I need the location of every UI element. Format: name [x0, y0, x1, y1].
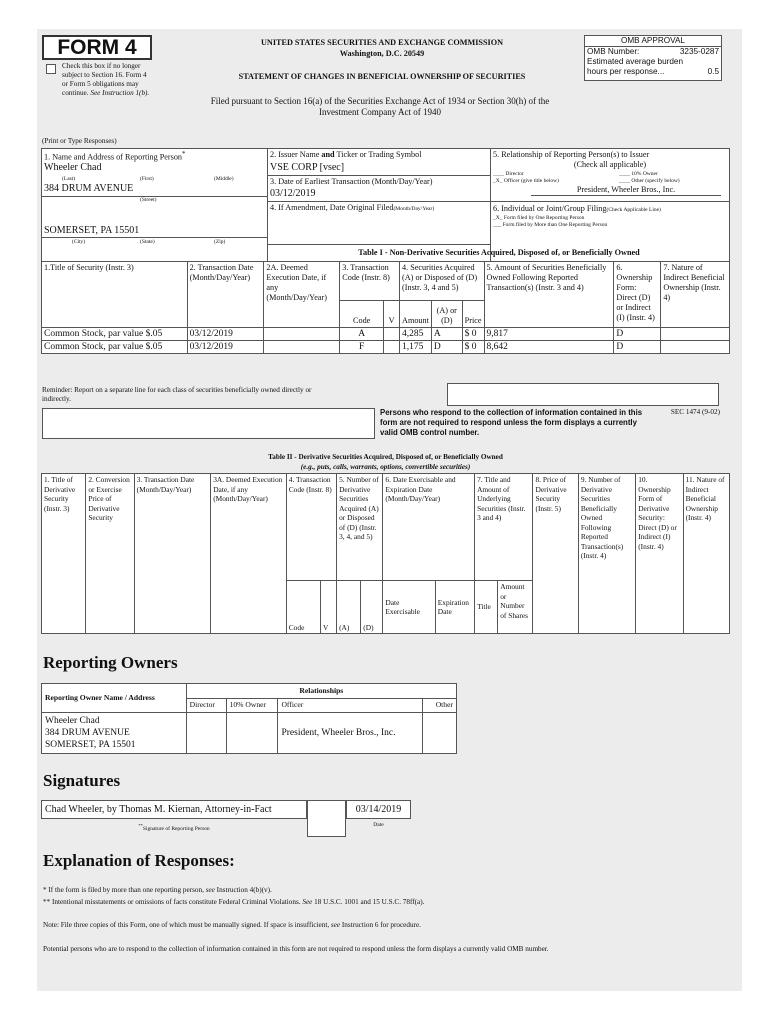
t2-h5: 5. Number of Derivative Securities Acquired (A) or Disposed of (D) (Instr. 3, 4, and 5) — [337, 474, 383, 581]
omb-number: 3235-0287 — [679, 47, 719, 56]
owners-col-ten: 10% Owner — [226, 698, 278, 713]
t1-h-date: 2. Transaction Date (Month/Day/Year) — [187, 262, 264, 328]
t1-h-title: 1.Title of Security (Instr. 3) — [42, 262, 188, 328]
t1-r1-deemed — [264, 341, 340, 354]
omb-number-label: OMB Number: — [587, 47, 640, 56]
form4-page — [37, 29, 742, 991]
t2-h1: 1. Title of Derivative Security (Instr. 3) — [42, 474, 86, 634]
t1-r1-nature — [661, 341, 730, 354]
table2 — [41, 473, 730, 634]
t1-h-form: 6. Ownership Form: Direct (D) or Indirect (I) (Instr. 4) — [614, 262, 661, 328]
filing-one: Form filed by One Reporting Person — [503, 215, 585, 221]
t2-h9: 9. Number of Derivative Securities Beneficially Owned Following Reported Transaction(s) (Instr. 4) — [578, 474, 635, 634]
t1-r1-title: Common Stock, par value $.05 — [42, 341, 188, 354]
owner-address-2: SOMERSET, PA 15501 — [45, 740, 136, 750]
owners-col-name: Reporting Owner Name / Address — [42, 684, 187, 713]
explanation-line-1a: * If the form is filed by more than one reporting person, — [43, 886, 206, 894]
t2-sh-exer: Date Exercisable — [383, 581, 435, 634]
agency-location: Washington, D.C. 20549 — [339, 49, 425, 58]
owner-address-1: 384 DRUM AVENUE — [45, 728, 130, 738]
rel-officer: Officer (give title below) — [503, 178, 559, 184]
explanation-line-2-see: See — [302, 898, 313, 906]
reporting-owners-table — [41, 683, 457, 754]
signature-date-label: Date — [373, 822, 384, 828]
signatures-heading: Signatures — [43, 771, 121, 790]
relationship-title: President, Wheeler Bros., Inc. — [531, 185, 721, 196]
checkbox-text — [62, 62, 152, 98]
reporting-person-name: Wheeler Chad — [44, 162, 102, 173]
table-row — [42, 713, 457, 754]
t1-sh-price: Price — [462, 300, 484, 327]
owners-header-row — [42, 684, 457, 699]
relationship-check-all: (Check all applicable) — [573, 160, 647, 169]
table1-title: Table I - Non-Derivative Securities Acquired, Disposed of, or Beneficially Owned — [358, 248, 640, 257]
rel-officer-row: _X_ Officer (give title below) — [493, 178, 559, 184]
t1-r1-price: $ 0 — [462, 341, 484, 354]
t2-sh-exp: Expiration Date — [435, 581, 474, 634]
owners-row-officer: President, Wheeler Bros., Inc. — [278, 713, 423, 754]
t1-r0-price: $ 0 — [462, 328, 484, 341]
t1-r0-form: D — [614, 328, 661, 341]
t2-h2: 2. Conversion or Exercise Price of Derivative Security — [86, 474, 134, 634]
signature-text: Chad Wheeler, by Thomas M. Kiernan, Attorney-in-Fact — [45, 804, 272, 815]
owners-row-other — [423, 713, 457, 754]
omb-hours-label: hours per response... — [587, 67, 665, 76]
table1-header-row — [42, 262, 730, 301]
t1-sh-code: Code — [340, 300, 384, 327]
owners-col-other: Other — [423, 698, 457, 713]
t2-sh-code: Code — [286, 581, 320, 634]
signature-box — [41, 800, 307, 819]
reminder-box-left — [42, 408, 375, 439]
issuer-label-a: 2. Issuer Name — [270, 150, 322, 159]
owners-col-officer: Officer — [278, 698, 423, 713]
omb-hours-row — [585, 67, 721, 77]
t2-h3a: 3A. Deemed Execution Date, if any (Month/Day/Year) — [211, 474, 287, 634]
owners-row-ten — [226, 713, 278, 754]
signature-label-text: Signature of Reporting Person — [142, 825, 210, 832]
explanation-line-2 — [43, 898, 424, 907]
omb-hours: 0.5 — [707, 67, 719, 76]
t2-sh-title: Title — [475, 581, 498, 634]
t1-r0-title: Common Stock, par value $.05 — [42, 328, 188, 341]
t1-r1-aord: D — [431, 341, 462, 354]
owners-col-director: Director — [186, 698, 226, 713]
explanation-line-1 — [43, 886, 272, 895]
individual-filing-small: (Check Applicable Line) — [606, 207, 661, 213]
form-title: FORM 4 — [57, 36, 137, 59]
issuer-label-and: and — [321, 150, 335, 159]
city-label: (City) — [72, 239, 86, 245]
owners-row-name — [42, 713, 187, 754]
omb-approval-box — [584, 35, 722, 81]
rel-ten-row: ____ 10% Owner — [619, 171, 658, 177]
t1-h-deemed: 2A. Deemed Execution Date, if any (Month/Day/Year) — [264, 262, 340, 328]
t1-r1-amount: 1,175 — [400, 341, 432, 354]
t1-sh-amount: Amount — [400, 300, 432, 327]
rel-other-row: ____ Other (specify below) — [619, 178, 680, 184]
t2-h10: 10. Ownership Form of Derivative Security: Direct (D) or Indirect (I) (Instr. 4) — [636, 474, 683, 634]
filed-line-1: Filed pursuant to Section 16(a) of the Securities Exchange Act of 1934 or Section 30(h) of the — [210, 96, 550, 106]
t2-sh-v: V — [320, 581, 336, 634]
explanation-note-see: see — [330, 921, 341, 929]
amendment-label-main: 4. If Amendment, Date Original Filed — [270, 203, 394, 212]
t2-sh-d: (D) — [361, 581, 383, 634]
middle-label: (Middle) — [214, 176, 234, 182]
signature-label — [41, 822, 307, 833]
t1-r0-owned: 9,817 — [484, 328, 614, 341]
t1-r1-owned: 8,642 — [484, 341, 614, 354]
t1-r0-deemed — [264, 328, 340, 341]
t1-r1-v — [384, 341, 400, 354]
signature-spacer-box — [307, 800, 346, 837]
individual-filing-label — [493, 204, 661, 214]
rel-director-row: ____ Director — [493, 171, 524, 177]
t2-h11: 11. Nature of Indirect Beneficial Ownership (Instr. 4) — [683, 474, 729, 634]
filed-pursuant — [155, 96, 605, 118]
issuer-label-b: Ticker or Trading Symbol — [334, 150, 422, 159]
t2-h7: 7. Title and Amount of Underlying Securities (Instr. 3 and 4) — [475, 474, 533, 581]
t1-h-nature: 7. Nature of Indirect Beneficial Ownership (Instr. 4) — [661, 262, 730, 328]
agency-title: UNITED STATES SECURITIES AND EXCHANGE COMMISSION — [261, 38, 503, 47]
amendment-label-small: (Month/Day/Year) — [393, 206, 435, 212]
t1-r1-date: 03/12/2019 — [187, 341, 264, 354]
checkbox-text-see: See Instruction 1(b). — [90, 89, 150, 97]
explanation-note-a: Note: File three copies of this Form, one of which must be manually signed. If space is insufficient, — [43, 921, 331, 929]
table-row — [42, 341, 730, 354]
t2-sh-a: (A) — [337, 581, 361, 634]
omb-title: OMB APPROVAL — [585, 36, 721, 47]
rel-director: Director — [505, 171, 524, 177]
t1-r0-aord: A — [431, 328, 462, 341]
statement-title: STATEMENT OF CHANGES IN BENEFICIAL OWNERSHIP OF SECURITIES — [238, 72, 526, 81]
issuer-name: VSE CORP [vsec] — [270, 162, 345, 173]
filed-line-2: Investment Company Act of 1940 — [319, 107, 441, 117]
t1-h-securities: 4. Securities Acquired (A) or Disposed of (D) (Instr. 3, 4 and 5) — [400, 262, 484, 301]
form-title-box — [42, 35, 152, 60]
last-label: (Last) — [62, 176, 76, 182]
table2-header-row — [42, 474, 730, 581]
street-label: (Street) — [140, 197, 157, 203]
t2-h8: 8. Price of Derivative Security (Instr. 5) — [533, 474, 578, 634]
t1-r1-code: F — [340, 341, 384, 354]
reminder-box-right — [447, 383, 719, 406]
explanation-line-2b: 18 U.S.C. 1001 and 15 U.S.C. 78ff(a). — [312, 898, 425, 906]
t1-r0-date: 03/12/2019 — [187, 328, 264, 341]
signature-date: 03/14/2019 — [355, 804, 402, 815]
table1 — [41, 261, 730, 354]
table2-title: Table II - Derivative Securities Acquired, Disposed of, or Beneficially Owned — [268, 453, 503, 461]
reminder-text: Reminder: Report on a separate line for each class of securities beneficially owned directly or indirectly. — [42, 386, 312, 403]
filing-more: Form filed by More than One Reporting Person — [502, 222, 608, 228]
name-label: 1. Name and Address of Reporting Person — [44, 152, 183, 162]
explanation-line-1-see: see — [205, 886, 215, 894]
t2-sh-amount: Amount or Number of Shares — [498, 581, 533, 634]
persons-respond-notice: Persons who respond to the collection of information contained in this form are not required to respond unless the form displays a currently valid OMB control number. — [380, 408, 643, 437]
t1-sh-v: V — [384, 300, 400, 327]
explanation-heading: Explanation of Responses: — [43, 851, 235, 870]
sec-number: SEC 1474 (9-02) — [670, 408, 720, 416]
t1-r0-nature — [661, 328, 730, 341]
filing-more-row: ___ Form filed by More than One Reporting Person — [493, 222, 608, 228]
print-type-note: (Print or Type Responses) — [42, 137, 117, 145]
name-label-star: * — [182, 151, 186, 158]
t1-r0-v — [384, 328, 400, 341]
state-label: (State) — [140, 239, 155, 245]
checkbox-text-main: Check this box if no longer subject to Section 16. Form 4 or Form 5 obligations may continue. — [62, 62, 147, 97]
t1-r1-form: D — [614, 341, 661, 354]
rel-ten-owner: 10% Owner — [631, 171, 658, 177]
t1-sh-aord: (A) or (D) — [431, 300, 462, 327]
rel-officer-x: X — [495, 178, 500, 184]
reporting-person-address: 384 DRUM AVENUE — [44, 183, 134, 194]
reporting-owners-heading: Reporting Owners — [43, 653, 178, 672]
name-label-row — [44, 150, 185, 163]
amendment-label — [270, 203, 434, 213]
earliest-transaction-label: 3. Date of Earliest Transaction (Month/Day/Year) — [270, 177, 433, 186]
rel-other: Other (specify below) — [631, 178, 680, 184]
explanation-line-2a: ** Intentional misstatements or omissions of facts constitute Federal Criminal Violations. — [43, 898, 303, 906]
reporting-person-box — [41, 148, 268, 269]
first-label: (First) — [140, 176, 154, 182]
filing-one-x: X — [495, 215, 500, 221]
t1-h-code: 3. Transaction Code (Instr. 8) — [340, 262, 400, 301]
signature-label-star: ** — [138, 823, 143, 828]
issuer-label — [270, 150, 422, 160]
omb-number-row — [585, 47, 721, 57]
explanation-note — [43, 921, 421, 930]
reporting-person-city: SOMERSET, PA 15501 — [44, 225, 140, 236]
earliest-transaction-date: 03/12/2019 — [270, 188, 316, 199]
individual-filing-main: 6. Individual or Joint/Group Filing — [493, 204, 607, 213]
t1-r0-code: A — [340, 328, 384, 341]
no-longer-subject-checkbox[interactable] — [46, 64, 56, 74]
relationship-label: 5. Relationship of Reporting Person(s) to Issuer — [493, 150, 650, 159]
owners-row-director — [186, 713, 226, 754]
table2-subtitle: (e.g., puts, calls, warrants, options, convertible securities) — [300, 463, 471, 471]
filing-one-row: _X_ Form filed by One Reporting Person — [493, 215, 585, 221]
owners-relationships: Relationships — [186, 684, 456, 699]
explanation-potential: Potential persons who are to respond to the collection of information contained in this form are not required to respond unless the form displays a currently valid OMB number. — [43, 945, 549, 953]
zip-label: (Zip) — [214, 239, 226, 245]
signature-date-box — [346, 800, 411, 819]
t2-h3: 3. Transaction Date (Month/Day/Year) — [134, 474, 211, 634]
t2-h4: 4. Transaction Code (Instr. 8) — [286, 474, 336, 581]
table-row — [42, 328, 730, 341]
owner-name: Wheeler Chad — [45, 716, 100, 726]
t2-h6: 6. Date Exercisable and Expiration Date (Month/Day/Year) — [383, 474, 475, 581]
explanation-line-1b: Instruction 4(b)(v). — [214, 886, 272, 894]
t1-r0-amount: 4,285 — [400, 328, 432, 341]
explanation-note-b: Instruction 6 for procedure. — [340, 921, 421, 929]
omb-burden: Estimated average burden — [587, 57, 684, 66]
t1-h-owned: 5. Amount of Securities Beneficially Owned Following Reported Transaction(s) (Instr. 3 and 4) — [484, 262, 614, 328]
